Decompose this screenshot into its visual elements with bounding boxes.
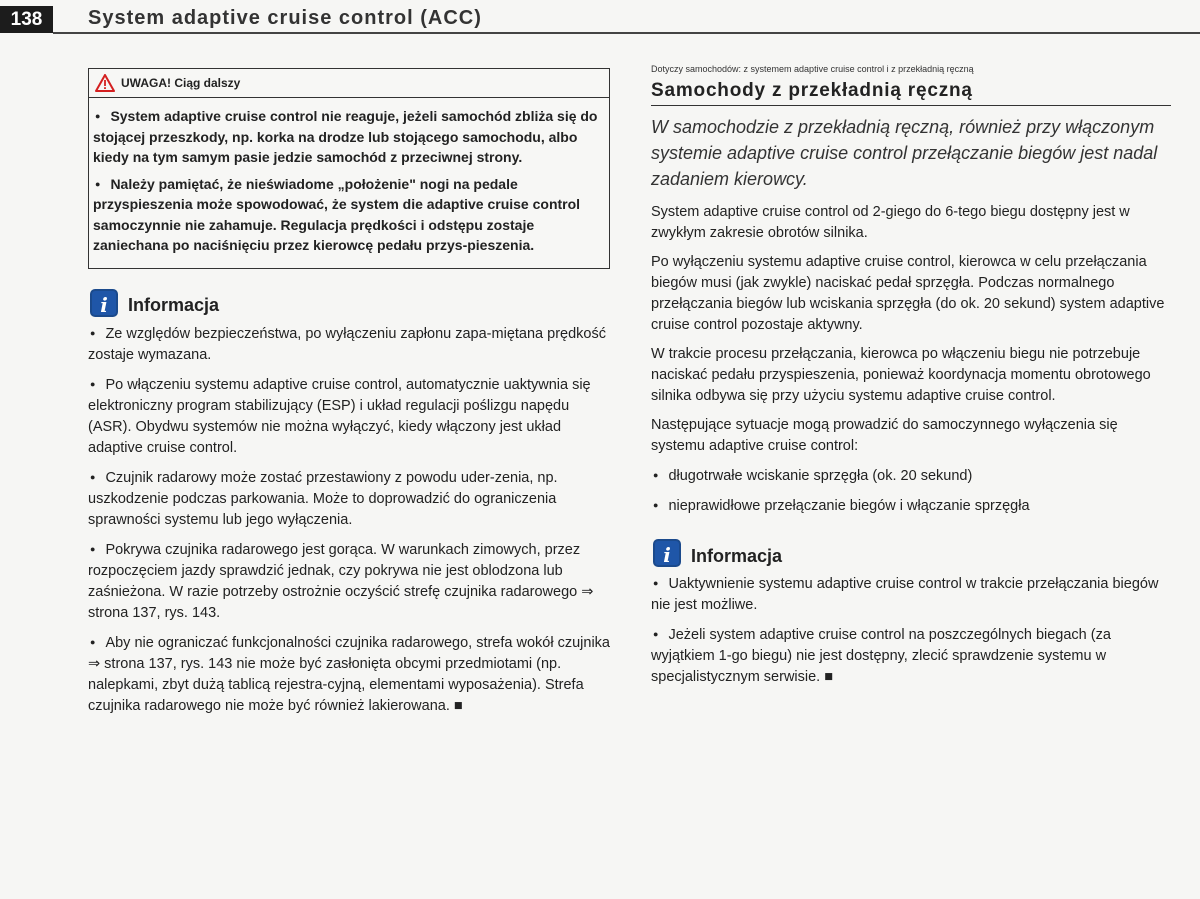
list-item: ● Po włączeniu systemu adaptive cruise control, automatycznie uaktywnia się elektroniczny program stabilizujący (ESP) i układ regulacji poślizgu napędu (ASR). Obydwu systemów nie można wyłączyć, kiedy włączony jest układ adaptive cruise control.	[88, 374, 610, 459]
right-column	[651, 64, 1171, 696]
list-item: ● Pokrywa czujnika radarowego jest gorąca. W warunkach zimowych, przez rozpoczęciem jazdy sprawdzić jednak, czy pokrywa nie jest oblodzona lub zaśnieżona. W razie potrzeby ostrożnie oczyścić strefę czujnika radarowego ⇒ strona 137, rys. 143.	[88, 539, 610, 624]
list-item: ● Jeżeli system adaptive cruise control na poszczególnych biegach (za wyjątkiem 1-go biegu) nie jest dostępny, zlecić sprawdzenie systemu w specjalistycznym serwisie. ■	[651, 624, 1171, 688]
warning-header	[89, 69, 609, 98]
info-list	[88, 323, 610, 717]
info-list	[651, 573, 1171, 688]
page-title: System adaptive cruise control (ACC)	[88, 7, 482, 29]
page-header	[0, 0, 1200, 40]
list-item: ● nieprawidłowe przełączanie biegów i włączanie sprzęgła	[651, 495, 1171, 517]
paragraph: Po wyłączeniu systemu adaptive cruise control, kierowca w celu przełączania biegów musi (jak zwykle) naciskać pedał sprzęgła. Podczas normalnego przełączania biegów lub wciskania sprzęgła (do ok. 20 sekund) system adaptive cruise control pozostaje aktywny.	[651, 254, 1165, 333]
warning-triangle-icon	[95, 74, 115, 92]
list-item: ● Uaktywnienie systemu adaptive cruise control w trakcie przełączania biegów nie jest możliwe.	[651, 573, 1171, 616]
list-item: ● Aby nie ograniczać funkcjonalności czujnika radarowego, strefa wokół czujnika ⇒ strona 137, rys. 143 nie może być zasłonięta obcymi przedmiotami (np. nalepkami, zbyt dużą tablicą rejestra-cyjną, elementami wyposażenia). Strefa czujnika radarowego nie może być również lakierowana. ■	[88, 632, 610, 717]
applies-to-note: Dotyczy samochodów: z systemem adaptive cruise control i z przekładnią ręczną	[651, 64, 974, 74]
left-column	[88, 68, 610, 725]
warning-item: ● Należy pamiętać, że nieświadome „położenie" nogi na pedale przyspieszenia może spowodować, że system die adaptive cruise control samoczynnie nie zahamuje. Regulacja prędkości i odstępu zostaje zaniechana po naciśnięciu przez kierowcę pedału przys-pieszenia.	[93, 174, 601, 256]
info-title: Informacja	[691, 545, 783, 566]
paragraph: Następujące sytuacje mogą prowadzić do samoczynnego wyłączenia się systemu adaptive cruise control:	[651, 417, 1118, 454]
info-icon: i	[653, 539, 681, 567]
info-header	[88, 289, 610, 317]
list-item: ● Ze względów bezpieczeństwa, po wyłączeniu zapłonu zapa-miętana prędkość zostaje wymazana.	[88, 323, 610, 366]
list-item: ● Czujnik radarowy może zostać przestawiony z powodu uder-zenia, np. uszkodzenie podczas parkowania. Może to doprowadzić do ograniczenia sprawności systemu lub jego wyłączenia.	[88, 467, 610, 531]
info-title: Informacja	[128, 295, 220, 315]
section-title: Samochody z przekładnią ręczną	[651, 80, 1171, 106]
warning-title: UWAGA! Ciąg dalszy	[121, 76, 241, 90]
paragraph: W trakcie procesu przełączania, kierowca po włączeniu biegu nie potrzebuje naciskać pedału przyspieszenia, ponieważ koordynacja momentu obrotowego silnika odbywa się przy użyciu systemu adaptive cruise control.	[651, 346, 1151, 404]
info-header	[651, 539, 1171, 567]
header-divider	[53, 32, 1200, 34]
info-icon: i	[90, 289, 118, 317]
lead-paragraph: W samochodzie z przekładnią ręczną, również przy włączonym systemie adaptive cruise control przełączanie biegów jest nadal zadaniem kierowcy.	[651, 117, 1158, 189]
warning-item: ● System adaptive cruise control nie reaguje, jeżeli samochód zbliża się do stojącej przeszkody, np. korka na drodze lub stojącego samochodu, albo kiedy na tym samym pasie jedzie samochód z przeciwnej strony.	[93, 106, 601, 168]
paragraph: System adaptive cruise control od 2-giego do 6-tego biegu dostępny jest w zwykłym zakresie obrotów silnika.	[651, 204, 1130, 241]
warning-body	[89, 98, 609, 268]
disengage-list	[651, 465, 1171, 517]
warning-box	[88, 68, 610, 269]
page-number: 138	[0, 6, 53, 33]
list-item: ● długotrwałe wciskanie sprzęgła (ok. 20 sekund)	[651, 465, 1171, 487]
